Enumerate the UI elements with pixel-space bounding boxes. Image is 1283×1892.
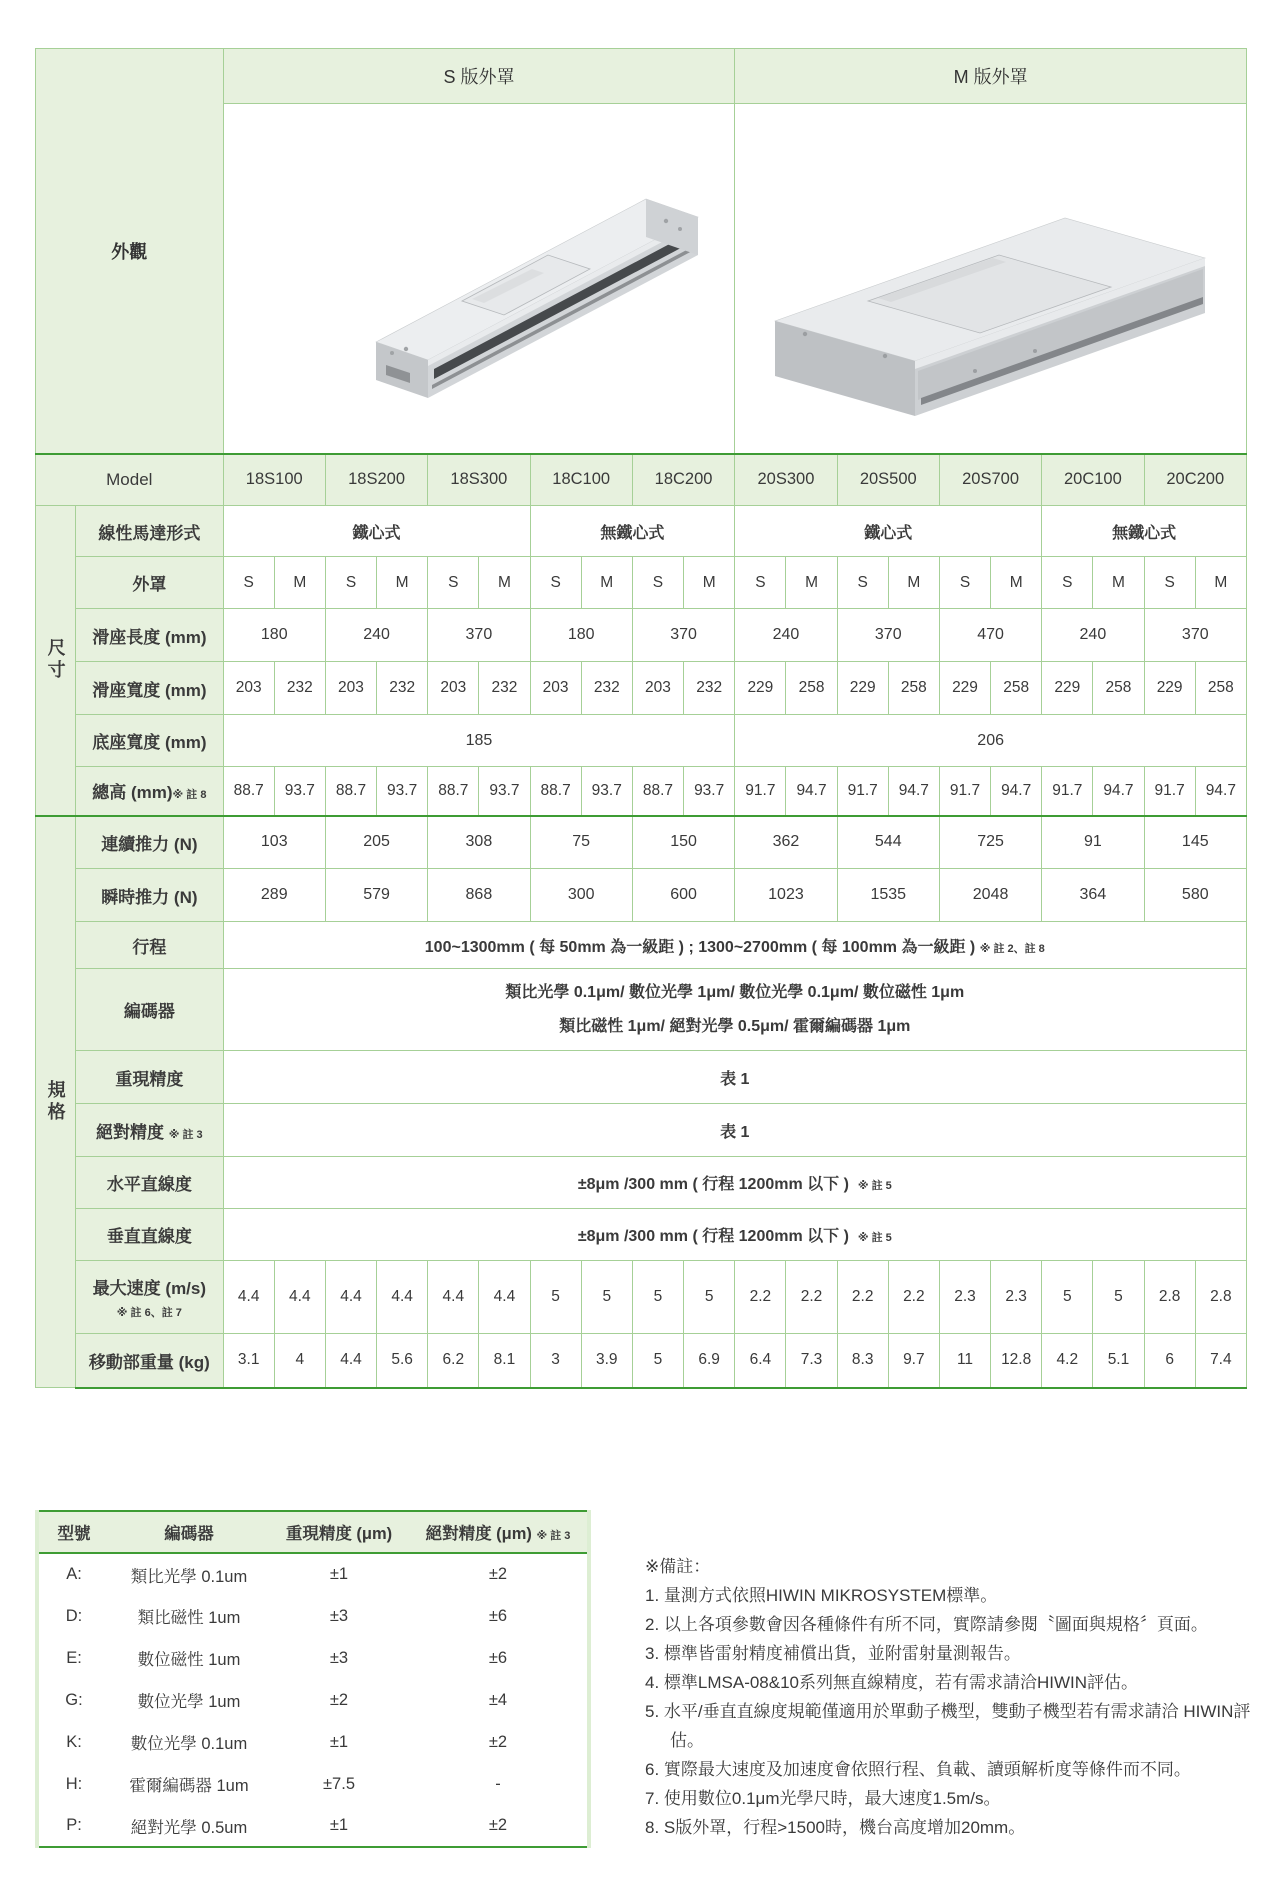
remark-item: 2. 以上各項參數會因各種條件有所不同，實際請參閱〝圖面與規格〞頁面。 — [645, 1615, 1208, 1634]
m-cover-photo-cell — [735, 104, 1247, 454]
total-height-cell: 93.7 — [479, 767, 530, 816]
encoder-name: 霍爾編碼器 1um — [129, 1777, 249, 1795]
encoder-repeatability: ±7.5 — [323, 1774, 355, 1793]
motor-type-row — [36, 506, 1247, 557]
cover-cell: M — [581, 557, 632, 609]
peak-force-cell: 1023 — [735, 869, 837, 922]
model-cell: 18C100 — [530, 454, 632, 506]
encoder-absolute: ±6 — [488, 1606, 508, 1625]
encoder-code: P: — [37, 1805, 109, 1847]
max-speed-cell: 2.8 — [1144, 1261, 1195, 1334]
cover-cell: S — [1144, 557, 1195, 609]
moving-weight-cell: 6.2 — [428, 1334, 479, 1388]
encoder-table-row — [37, 1763, 589, 1805]
slider-length-cell: 470 — [939, 609, 1041, 662]
vertical-straightness-row — [36, 1209, 1247, 1261]
slider-length-cell: 370 — [837, 609, 939, 662]
total-height-cell: 93.7 — [581, 767, 632, 816]
moving-weight-cell: 6 — [1144, 1334, 1195, 1388]
total-height-cell: 91.7 — [1042, 767, 1093, 816]
cover-cell: S — [530, 557, 581, 609]
base-width-row — [36, 715, 1247, 767]
cover-cell: S — [837, 557, 888, 609]
model-cell: 18S100 — [223, 454, 325, 506]
encoder-accuracy-table-container — [35, 1510, 591, 1848]
slider-width-cell: 203 — [530, 662, 581, 715]
remark-item: 8. S版外罩，行程>1500時，機台高度增加20mm。 — [645, 1818, 1026, 1837]
total-height-cell: 93.7 — [377, 767, 428, 816]
encoder-table-header-model: 型號 — [37, 1511, 109, 1553]
encoder-code: A: — [66, 1565, 82, 1583]
encoder-repeatability: ±3 — [329, 1648, 349, 1667]
slider-length-cell: 180 — [223, 609, 325, 662]
slider-width-cell: 203 — [632, 662, 683, 715]
model-cell: 18S200 — [325, 454, 427, 506]
total-height-cell: 88.7 — [325, 767, 376, 816]
encoder-table-row — [37, 1637, 589, 1679]
total-height-cell: 94.7 — [1093, 767, 1144, 816]
stroke-value: 100~1300mm ( 每 50mm 為一級距 ) ; 1300~2700mm ( 每 100mm 為一級距 ) ※ 註 2、註 8 — [223, 922, 1246, 969]
cover-cell: S — [1042, 557, 1093, 609]
absolute-accuracy-label: 絕對精度 ※ 註 3 — [76, 1104, 223, 1157]
peak-force-cell: 579 — [325, 869, 427, 922]
max-speed-cell: 2.3 — [991, 1261, 1042, 1334]
m-cover-product-photo — [735, 166, 1246, 436]
remark-item: 1. 量測方式依照HIWIN MIKROSYSTEM標準。 — [645, 1586, 998, 1605]
max-speed-cell: 5 — [632, 1261, 683, 1334]
slider-width-cell: 258 — [991, 662, 1042, 715]
remark-item: 4. 標準LMSA-08&10系列無直線精度，若有需求請洽HIWIN評估。 — [645, 1673, 1139, 1692]
peak-force-cell: 580 — [1144, 869, 1246, 922]
slider-width-cell: 232 — [581, 662, 632, 715]
max-speed-cell: 4.4 — [325, 1261, 376, 1334]
total-height-cell: 88.7 — [632, 767, 683, 816]
slider-width-cell: 229 — [837, 662, 888, 715]
encoder-name: 類比光學 0.1um — [130, 1567, 248, 1586]
encoder-table-row — [37, 1679, 589, 1721]
encoder-line-1: 類比光學 0.1μm/ 數位光學 1μm/ 數位光學 0.1μm/ 數位磁性 1μm — [505, 983, 965, 1001]
moving-weight-cell: 6.9 — [684, 1334, 735, 1388]
remark-item: 5. 水平/垂直直線度規範僅適用於單動子機型，雙動子機型若有需求請洽 HIWIN評估。 — [645, 1702, 1251, 1750]
model-cell: 18C200 — [632, 454, 734, 506]
remarks-block — [645, 1552, 1265, 1842]
slider-width-cell: 232 — [479, 662, 530, 715]
slider-width-cell: 203 — [428, 662, 479, 715]
base-width-cell: 206 — [735, 715, 1247, 767]
moving-weight-cell: 4 — [274, 1334, 325, 1388]
slider-length-cell: 370 — [428, 609, 530, 662]
encoder-repeatability: ±2 — [329, 1690, 349, 1709]
encoder-absolute: ±6 — [488, 1648, 508, 1667]
slider-length-cell: 180 — [530, 609, 632, 662]
encoder-table-header-row — [37, 1511, 589, 1553]
slider-length-cell: 240 — [1042, 609, 1144, 662]
slider-width-cell: 232 — [684, 662, 735, 715]
max-speed-cell: 2.2 — [786, 1261, 837, 1334]
remark-item: 6. 實際最大速度及加速度會依照行程、負載、讀頭解析度等條件而不同。 — [645, 1760, 1191, 1779]
continuous-force-row — [36, 816, 1247, 869]
moving-weight-cell: 5.6 — [377, 1334, 428, 1388]
encoder-absolute: ±2 — [409, 1805, 589, 1847]
encoder-table-row — [37, 1805, 589, 1847]
cover-cell: M — [991, 557, 1042, 609]
total-height-cell: 93.7 — [274, 767, 325, 816]
base-width-label: 底座寬度 (mm) — [76, 715, 223, 767]
peak-force-cell: 289 — [223, 869, 325, 922]
slider-width-cell: 258 — [888, 662, 939, 715]
peak-force-cell: 2048 — [939, 869, 1041, 922]
motor-type-cell: 鐵心式 — [223, 506, 530, 557]
specifications-group-label: 規格 — [36, 816, 76, 1388]
model-cell: 20S700 — [939, 454, 1041, 506]
cover-cell: M — [1093, 557, 1144, 609]
cover-cell: S — [735, 557, 786, 609]
motor-type-cell: 無鐵心式 — [1042, 506, 1247, 557]
continuous-force-cell: 103 — [223, 816, 325, 869]
max-speed-cell: 2.3 — [939, 1261, 990, 1334]
moving-weight-cell: 5 — [632, 1334, 683, 1388]
encoder-line-2: 類比磁性 1μm/ 絕對光學 0.5μm/ 霍爾編碼器 1μm — [559, 1017, 911, 1035]
total-height-cell: 94.7 — [991, 767, 1042, 816]
encoder-absolute: ±4 — [488, 1690, 508, 1709]
continuous-force-cell: 205 — [325, 816, 427, 869]
encoder-repeatability: ±1 — [269, 1805, 409, 1847]
total-height-row — [36, 767, 1247, 816]
max-speed-cell: 2.2 — [888, 1261, 939, 1334]
encoder-table-row — [37, 1595, 589, 1637]
slider-length-label: 滑座長度 (mm) — [76, 609, 223, 662]
horizontal-straightness-row — [36, 1157, 1247, 1209]
moving-weight-row — [36, 1334, 1247, 1388]
slider-width-cell: 258 — [786, 662, 837, 715]
encoder-name: 數位磁性 1um — [137, 1651, 241, 1669]
encoder-absolute: ±2 — [488, 1565, 508, 1583]
cover-cell: S — [632, 557, 683, 609]
encoder-absolute: - — [495, 1774, 501, 1793]
continuous-force-label: 連續推力 (N) — [76, 816, 223, 869]
total-height-cell: 88.7 — [223, 767, 274, 816]
repeatability-value: 表 1 — [223, 1051, 1246, 1104]
moving-weight-cell: 8.1 — [479, 1334, 530, 1388]
max-speed-label: 最大速度 (m/s) ※ 註 6、註 7 — [76, 1261, 223, 1334]
max-speed-cell: 4.4 — [274, 1261, 325, 1334]
dimensions-group-label: 尺寸 — [36, 506, 76, 816]
horizontal-straightness-label: 水平直線度 — [76, 1157, 223, 1209]
slider-width-cell: 258 — [1093, 662, 1144, 715]
moving-weight-cell: 7.4 — [1195, 1334, 1246, 1388]
max-speed-cell: 4.4 — [223, 1261, 274, 1334]
moving-weight-cell: 12.8 — [991, 1334, 1042, 1388]
cover-cell: S — [325, 557, 376, 609]
peak-force-cell: 868 — [428, 869, 530, 922]
continuous-force-cell: 362 — [735, 816, 837, 869]
repeatability-label: 重現精度 — [76, 1051, 223, 1104]
continuous-force-cell: 308 — [428, 816, 530, 869]
stroke-row — [36, 922, 1247, 969]
cover-cell: M — [377, 557, 428, 609]
repeatability-row — [36, 1051, 1247, 1104]
cover-label: 外罩 — [76, 557, 223, 609]
cover-cell: M — [274, 557, 325, 609]
cover-type-row — [36, 557, 1247, 609]
total-height-cell: 94.7 — [888, 767, 939, 816]
s-cover-photo-cell — [223, 104, 735, 454]
max-speed-cell: 5 — [581, 1261, 632, 1334]
peak-force-cell: 600 — [632, 869, 734, 922]
slider-length-cell: 370 — [632, 609, 734, 662]
max-speed-cell: 2.8 — [1195, 1261, 1246, 1334]
slider-width-cell: 229 — [1042, 662, 1093, 715]
model-cell: 20C100 — [1042, 454, 1144, 506]
remark-item: 3. 標準皆雷射精度補償出貨，並附雷射量測報告。 — [645, 1644, 1021, 1663]
max-speed-row — [36, 1261, 1247, 1334]
slider-width-cell: 229 — [1144, 662, 1195, 715]
slider-width-cell: 203 — [223, 662, 274, 715]
slider-width-label: 滑座寬度 (mm) — [76, 662, 223, 715]
continuous-force-cell: 75 — [530, 816, 632, 869]
base-width-cell: 185 — [223, 715, 735, 767]
model-cell: 18S300 — [428, 454, 530, 506]
moving-weight-cell: 7.3 — [786, 1334, 837, 1388]
horizontal-straightness-value: ±8μm /300 mm ( 行程 1200mm 以下 ) ※ 註 5 — [223, 1157, 1246, 1209]
motor-type-label: 線性馬達形式 — [76, 506, 223, 557]
slider-length-cell: 240 — [735, 609, 837, 662]
total-height-label: 總高 (mm)※ 註 8 — [76, 767, 223, 816]
motor-type-cell: 鐵心式 — [735, 506, 1042, 557]
remarks-title: ※備註： — [645, 1557, 711, 1576]
continuous-force-cell: 544 — [837, 816, 939, 869]
moving-weight-cell: 4.4 — [325, 1334, 376, 1388]
max-speed-cell: 5 — [1042, 1261, 1093, 1334]
encoder-table-header-repeatability: 重現精度 (μm) — [269, 1511, 409, 1553]
model-cell: 20C200 — [1144, 454, 1246, 506]
total-height-cell: 93.7 — [684, 767, 735, 816]
moving-weight-cell: 6.4 — [735, 1334, 786, 1388]
s-cover-product-photo — [346, 117, 726, 447]
model-cell: 20S300 — [735, 454, 837, 506]
model-row — [36, 454, 1247, 506]
stroke-label: 行程 — [76, 922, 223, 969]
peak-force-cell: 1535 — [837, 869, 939, 922]
slider-length-row — [36, 609, 1247, 662]
cover-cell: S — [939, 557, 990, 609]
max-speed-cell: 4.4 — [377, 1261, 428, 1334]
total-height-cell: 91.7 — [1144, 767, 1195, 816]
cover-cell: M — [1195, 557, 1246, 609]
encoder-name: 類比磁性 1um — [137, 1609, 241, 1627]
slider-width-cell: 203 — [325, 662, 376, 715]
cover-cell: S — [223, 557, 274, 609]
max-speed-cell: 5 — [530, 1261, 581, 1334]
slider-width-row — [36, 662, 1247, 715]
slider-width-cell: 232 — [377, 662, 428, 715]
encoder-absolute: ±2 — [488, 1732, 508, 1751]
total-height-cell: 91.7 — [735, 767, 786, 816]
peak-force-cell: 364 — [1042, 869, 1144, 922]
encoder-table-row — [37, 1553, 589, 1595]
vertical-straightness-label: 垂直直線度 — [76, 1209, 223, 1261]
peak-force-cell: 300 — [530, 869, 632, 922]
continuous-force-cell: 725 — [939, 816, 1041, 869]
encoder-table-row — [37, 1721, 589, 1763]
encoder-name: 數位光學 1um — [137, 1693, 241, 1711]
vertical-straightness-value: ±8μm /300 mm ( 行程 1200mm 以下 ) ※ 註 5 — [223, 1209, 1246, 1261]
encoder-table-header-absolute: 絕對精度 (μm) ※ 註 3 — [409, 1511, 589, 1553]
moving-weight-cell: 5.1 — [1093, 1334, 1144, 1388]
encoder-repeatability: ±1 — [329, 1565, 349, 1583]
moving-weight-cell: 4.2 — [1042, 1334, 1093, 1388]
encoder-value — [223, 969, 1246, 1051]
peak-force-label: 瞬時推力 (N) — [76, 869, 223, 922]
continuous-force-cell: 145 — [1144, 816, 1246, 869]
encoder-code: K: — [66, 1732, 82, 1751]
max-speed-cell: 5 — [1093, 1261, 1144, 1334]
encoder-code: D: — [65, 1606, 83, 1625]
encoder-code: E: — [66, 1648, 82, 1667]
appearance-label: 外觀 — [36, 49, 224, 454]
cover-cell: M — [888, 557, 939, 609]
moving-weight-cell: 9.7 — [888, 1334, 939, 1388]
encoder-label: 編碼器 — [76, 969, 223, 1051]
slider-length-cell: 370 — [1144, 609, 1246, 662]
encoder-table-header-encoder: 編碼器 — [109, 1511, 269, 1553]
max-speed-cell: 5 — [684, 1261, 735, 1334]
slider-width-cell: 229 — [939, 662, 990, 715]
slider-width-cell: 229 — [735, 662, 786, 715]
cover-cell: M — [479, 557, 530, 609]
spec-table-container — [35, 48, 1247, 1389]
moving-weight-cell: 3.1 — [223, 1334, 274, 1388]
total-height-cell: 88.7 — [428, 767, 479, 816]
moving-weight-cell: 3.9 — [581, 1334, 632, 1388]
encoder-repeatability: ±1 — [329, 1732, 349, 1751]
absolute-accuracy-value: 表 1 — [223, 1104, 1246, 1157]
encoder-name: 數位光學 0.1um — [130, 1735, 248, 1753]
cover-cell: M — [684, 557, 735, 609]
max-speed-cell: 2.2 — [837, 1261, 888, 1334]
max-speed-cell: 4.4 — [479, 1261, 530, 1334]
slider-width-cell: 258 — [1195, 662, 1246, 715]
remark-item: 7. 使用數位0.1μm光學尺時，最大速度1.5m/s。 — [645, 1789, 1001, 1808]
s-cover-header: S 版外罩 — [223, 49, 735, 104]
moving-weight-cell: 3 — [530, 1334, 581, 1388]
total-height-cell: 94.7 — [1195, 767, 1246, 816]
moving-weight-cell: 11 — [939, 1334, 990, 1388]
max-speed-cell: 4.4 — [428, 1261, 479, 1334]
continuous-force-cell: 150 — [632, 816, 734, 869]
encoder-code: G: — [65, 1690, 83, 1709]
total-height-cell: 91.7 — [939, 767, 990, 816]
motor-type-cell: 無鐵心式 — [530, 506, 735, 557]
cover-header-row — [36, 49, 1247, 104]
model-cell: 20S500 — [837, 454, 939, 506]
continuous-force-cell: 91 — [1042, 816, 1144, 869]
total-height-cell: 88.7 — [530, 767, 581, 816]
encoder-accuracy-table — [35, 1510, 591, 1848]
cover-cell: M — [786, 557, 837, 609]
encoder-repeatability: ±3 — [329, 1606, 349, 1625]
max-speed-cell: 2.2 — [735, 1261, 786, 1334]
total-height-cell: 94.7 — [786, 767, 837, 816]
slider-width-cell: 232 — [274, 662, 325, 715]
moving-weight-label: 移動部重量 (kg) — [76, 1334, 223, 1388]
encoder-name: 絕對光學 0.5um — [109, 1805, 269, 1847]
moving-weight-cell: 8.3 — [837, 1334, 888, 1388]
model-label: Model — [36, 454, 224, 506]
encoder-row — [36, 969, 1247, 1051]
slider-length-cell: 240 — [325, 609, 427, 662]
cover-cell: S — [428, 557, 479, 609]
encoder-code: H: — [65, 1774, 83, 1793]
m-cover-header: M 版外罩 — [735, 49, 1247, 104]
peak-force-row — [36, 869, 1247, 922]
absolute-accuracy-row — [36, 1104, 1247, 1157]
total-height-cell: 91.7 — [837, 767, 888, 816]
spec-table — [35, 48, 1247, 1389]
